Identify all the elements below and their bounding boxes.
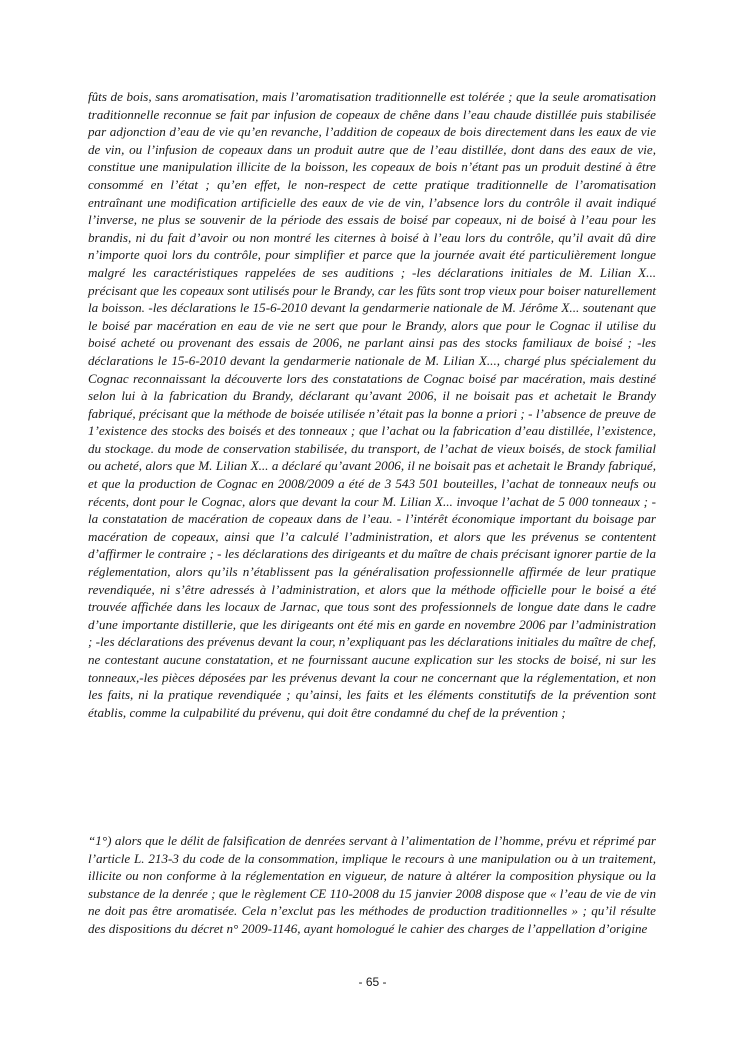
body-paragraph-1: fûts de bois, sans aromatisation, mais l’aromatisation traditionnelle est tolérée ; que la seule aromatisation traditionnelle reconnue se fait par infusion de copeaux de chêne dans l’eau chaude distillée puis stabilisée par adjonction d’eau de vie qu’en revanche, l’addition de copeaux de bois directement dans les eaux de vie de vin, ou l’infusion de copeaux dans un produit autre que de l’eau distillée, dont dans des eaux de vie, constitue une manipulation illicite de la boisson, les copeaux de bois n’étant pas un produit destiné à être consommé en l’état ; qu’en effet, le non-respect de cette pratique traditionnelle de l’aromatisation entraînant une modification artificielle des eaux de vie de vin, l’absence lors du contrôle il avait indiqué l’inverse, ne plus se souvenir de la période des essais de boisé par copeaux, ni de boisé à l’eau pour les brandis, ni du fait d’avoir ou non montré les citernes à boisé à l’eau lors du contrôle, qu’il avait dû dire n’importe quoi lors du contrôle, pour simplifier et parce que la journée avait été particulièrement longue malgré les caractéristiques rappelées de ses auditions ; -les déclarations initiales de M. Lilian X... précisant que les copeaux sont utilisés pour le Brandy, car les fûts sont trop vieux pour boiser naturellement la boisson. -les déclarations le 15-6-2010 devant la gendarmerie nationale de M. Jérôme X... soutenant que le boisé par macération en eau de vie ne sert que pour le Brandy, alors que pour le Cognac il utilise du boisé acheté ou provenant des essais de 2006, ne parlant ainsi pas des stocks familiaux de boisé ; -les déclarations le 15-6-2010 devant la gendarmerie nationale de M. Lilian X..., chargé plus spécialement du Cognac reconnaissant la découverte lors des constatations de Cognac boisé par macération, mais destiné selon lui à la fabrication du Brandy, déclarant qu’avant 2006, il ne boisait pas et achetait le Brandy fabriqué, précisant que la méthode de boisée utilisée n’était pas la bonne a priori ; - l’absence de preuve de 1’existence des stocks des boisés et des tonneaux ; que l’achat ou la fabrication d’eau distillée, l’existence, du stockage. du mode de conservation stabilisée, du transport, de l’achat de vieux boisés, de stock familial ou acheté, alors que M. Lilian X... a déclaré qu’avant 2006, il ne boisait pas et achetait le Brandy fabriqué, et que la production de Cognac en 2008/2009 a été de 3 543 501 bouteilles, l’achat de tonneaux neufs ou récents, dont pour le Cognac, alors que devant la cour M. Lilian X... invoque l’achat de 5 000 tonneaux ; -la constatation de macération de copeaux dans de l’eau. - l’intérêt économique important du boisage par macération de copeaux, ainsi que l’a calculé l’administration, et alors que les prévenus se contentent d’affirmer le contraire ; - les déclarations des dirigeants et du maître de chais précisant ignorer partie de la réglementation, alors qu’ils n’établissent pas la généralisation professionnelle affirmée de leur pratique revendiquée, ni s’être adressés à l’administration, et alors que la méthode officielle pour le boisé a été trouvée affichée dans les locaux de Jarnac, que tous sont des professionnels de longue date dans le cadre d’une importante distillerie, que les dirigeants ont été mis en garde en novembre 2006 par l’administration ; -les déclarations des prévenus devant la cour, n’expliquant pas les déclarations initiales du maître de chef, ne contestant aucune constatation, et ne fournissant aucune explication sur les stocks de boisé, ni sur les tonneaux,-les pièces déposées par les prévenus devant la cour ne concernant que la réglementation, et non les faits, ni la pratique revendiquée ; qu’ainsi, les faits et les éléments constitutifs de la prévention sont établis, comme la culpabilité du prévenu, qui doit être condamné du chef de la prévention ; [88, 89, 656, 720]
body-paragraph-2: “1°) alors que le délit de falsification de denrées servant à l’alimentation de l’homme, prévu et réprimé par l’article L. 213-3 du code de la consommation, implique le recours à une manipulation ou à un traitement, illicite ou non conforme à la réglementation en vigueur, de nature à altérer la composition physique ou la substance de la denrée ; que le règlement CE 110-2008 du 15 janvier 2008 dispose que « l’eau de vie de vin ne doit pas être aromatisée. Cela n’exclut pas les méthodes de production traditionnelles » ; qu’il résulte des dispositions du décret n° 2009-1146, ayant homologué le cahier des charges de l’appellation d’origine [88, 833, 656, 936]
page-number: - 65 - [358, 975, 387, 989]
